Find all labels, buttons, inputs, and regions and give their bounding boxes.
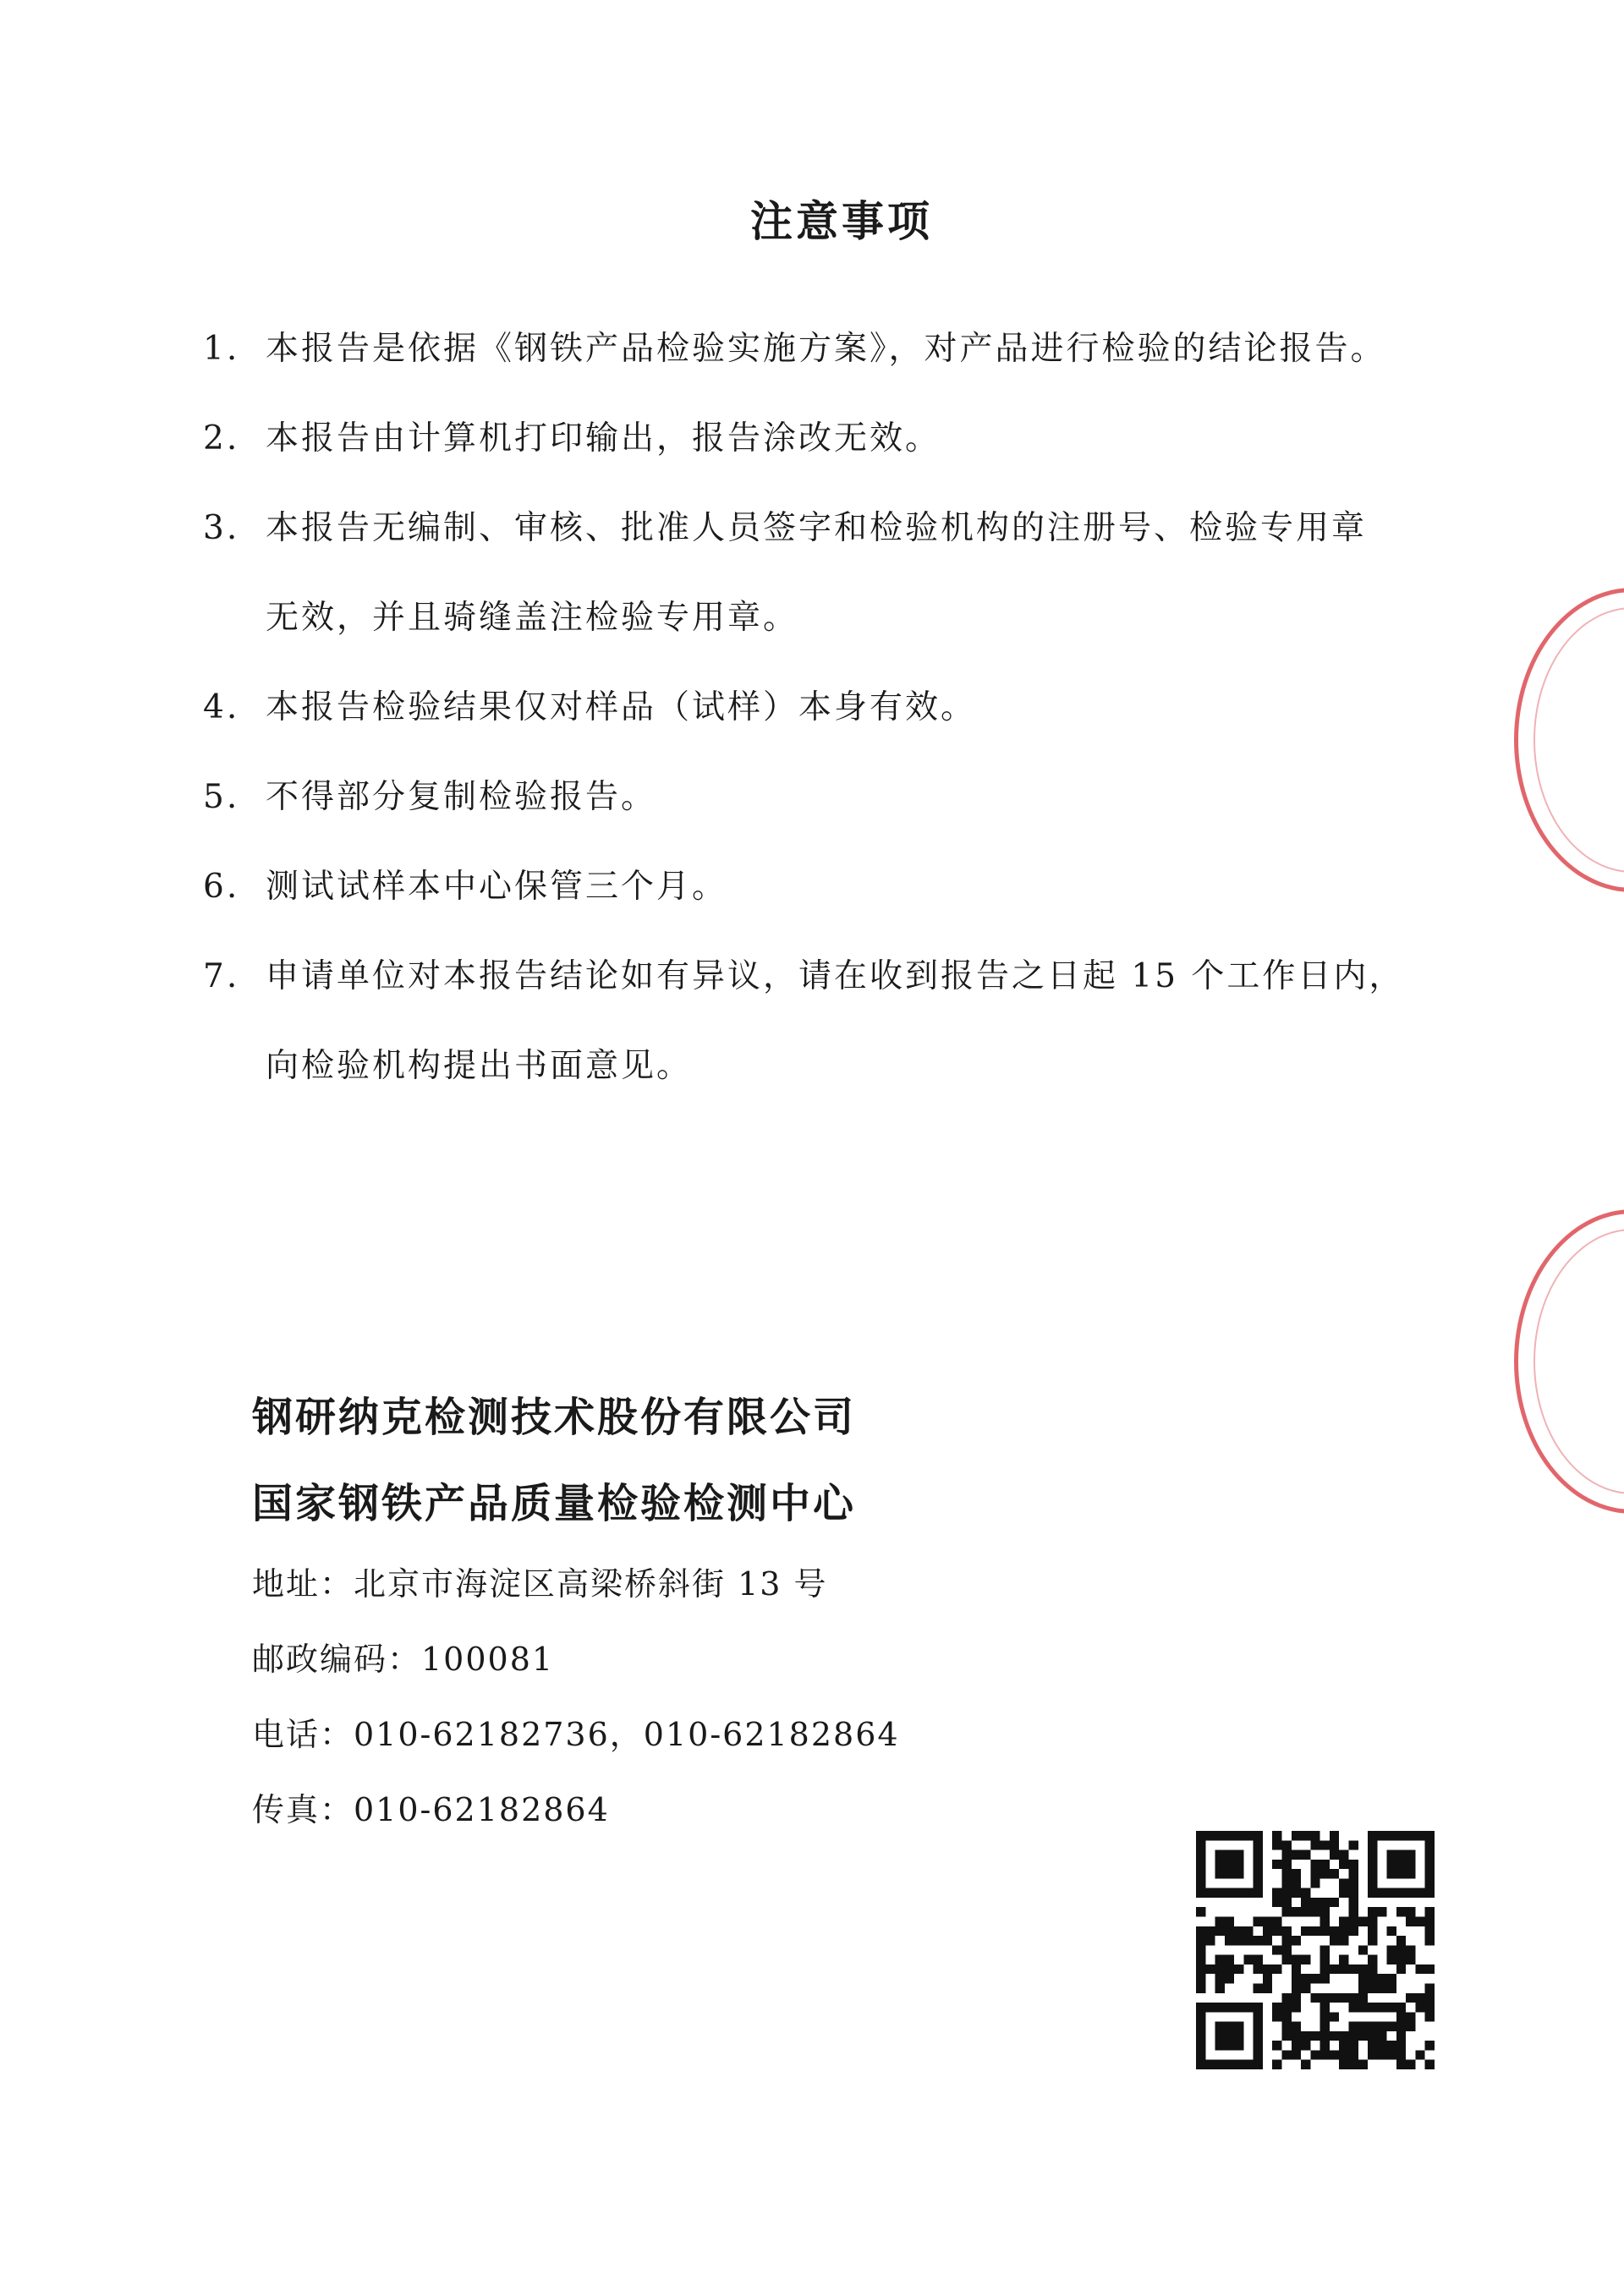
notice-number: 7. <box>203 957 240 995</box>
notice-number: 5. <box>203 778 240 816</box>
notice-item-5 <box>203 753 1489 842</box>
notice-text: 本报告检验结果仅对样品（试样）本身有效。 <box>266 688 977 726</box>
notice-text: 不得部分复制检验报告。 <box>266 778 657 816</box>
notice-item-1 <box>203 304 1489 394</box>
postcode: 邮政编码：100081 <box>252 1641 555 1678</box>
qr-code-icon <box>1196 1831 1435 2069</box>
organization-name: 钢研纳克检测技术股份有限公司 <box>252 1394 857 1441</box>
notice-item-4 <box>203 663 1489 753</box>
page-title: 注意事项 <box>750 197 933 246</box>
notice-text: 本报告无编制、审核、批准人员签字和检验机构的注册号、检验专用章 无效，并且骑缝盖注检验专用章。 <box>266 509 1368 637</box>
notice-number: 4. <box>203 688 240 726</box>
notice-number: 3. <box>203 509 240 547</box>
notice-text: 本报告由计算机打印输出，报告涂改无效。 <box>266 419 941 458</box>
notice-text: 测试试样本中心保管三个月。 <box>266 868 728 906</box>
notice-list <box>203 304 1489 1111</box>
notice-item-2 <box>203 394 1489 484</box>
phone: 电话：010-62182736，010-62182864 <box>252 1716 900 1753</box>
organization-info <box>252 1374 1267 1848</box>
notice-number: 1. <box>203 330 240 368</box>
notice-text: 申请单位对本报告结论如有异议，请在收到报告之日起 15 个工作日内， 向检验机构提出书面意见。 <box>266 957 1405 1085</box>
center-name: 国家钢铁产品质量检验检测中心 <box>252 1480 857 1527</box>
seal-stamp-icon <box>1514 588 1624 892</box>
notice-number: 6. <box>203 868 240 906</box>
seal-stamp-icon <box>1514 1209 1624 1514</box>
notice-number: 2. <box>203 419 240 458</box>
notice-text: 本报告是依据《钢铁产品检验实施方案》，对产品进行检验的结论报告。 <box>266 330 1386 368</box>
notice-item-7 <box>203 932 1489 1111</box>
fax: 传真：010-62182864 <box>252 1791 610 1828</box>
address: 地址：北京市海淀区高梁桥斜街 13 号 <box>252 1565 828 1603</box>
notice-item-3 <box>203 484 1489 663</box>
notice-item-6 <box>203 842 1489 932</box>
